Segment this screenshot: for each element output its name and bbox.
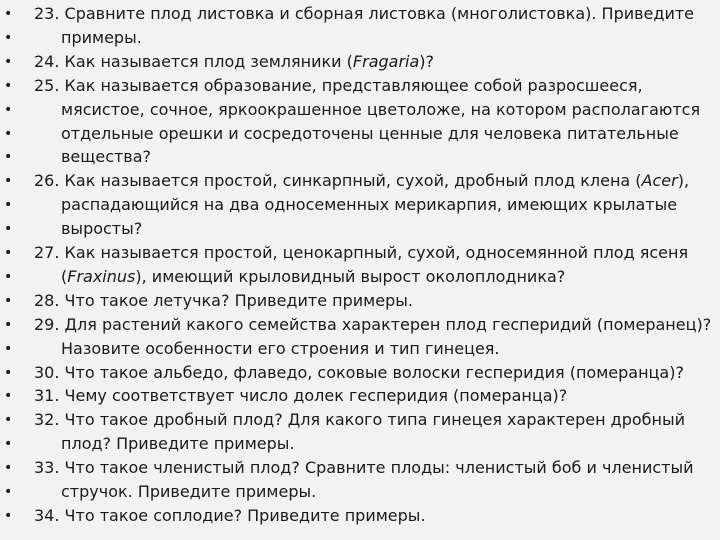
list-item-text (34, 74, 643, 98)
text-run: 33. Что такое членистый плод? Сравните плоды: членистый боб и членистый (34, 458, 694, 478)
bullet-icon: • (4, 101, 13, 118)
list-item-text (61, 122, 679, 146)
list-item-text (34, 169, 689, 193)
list-item-text (34, 361, 684, 385)
text-run: 28. Что такое летучка? Приведите примеры. (34, 290, 413, 310)
list-item-text (34, 241, 688, 265)
list-item-text (34, 408, 685, 432)
list-item-text (61, 26, 142, 50)
text-run: Назовите особенности его строения и тип гинецея. (61, 338, 500, 358)
text-run: 27. Как называется простой, ценокарпный, сухой, односемянной плод ясеня (34, 243, 689, 262)
text-run: 29. Для растений какого семейства характерен плод гесперидий (померанец)? (34, 314, 712, 334)
list-item-text (34, 2, 694, 26)
bullet-icon: • (4, 388, 13, 405)
list-item-text (34, 289, 413, 313)
text-run: 31. Чему соответствует число долек гесперидия (померанца)? (34, 386, 568, 406)
latin-name: Fraxinus (67, 266, 136, 286)
bullet-icon: • (4, 460, 13, 477)
text-run: ), имеющий крыловидный вырост околоплодника? (135, 266, 566, 286)
text-run: ( (61, 266, 68, 286)
bullet-icon: • (4, 316, 13, 333)
bullet-icon: • (4, 197, 13, 214)
text-run: )? (419, 51, 435, 71)
bullet-icon: • (4, 29, 13, 46)
text-run: 26. Как называется простой, синкарпный, сухой, дробный плод клена ( (34, 171, 642, 191)
latin-name: Fragaria (352, 51, 420, 71)
list-item-text (61, 145, 151, 169)
list-item-text (61, 337, 500, 361)
list-item-text (61, 265, 565, 289)
bullet-icon: • (4, 340, 13, 357)
bullet-icon: • (4, 125, 13, 142)
text-run: стручок. Приведите примеры. (61, 482, 317, 501)
bullet-icon: • (4, 268, 13, 285)
bullet-icon: • (4, 484, 13, 500)
bullet-icon: • (4, 507, 13, 524)
list-item-text (34, 50, 434, 74)
list-item-text (61, 217, 142, 241)
list-item-text (61, 193, 677, 217)
bullet-icon: • (4, 292, 13, 309)
text-run: 24. Как называется плод земляники ( (34, 51, 353, 71)
bullet-icon: • (4, 436, 13, 453)
text-run: 32. Что такое дробный плод? Для какого типа гинецея характерен дробный (34, 410, 686, 430)
text-run: распадающийся на два односеменных мерикарпия, имеющих крылатые (61, 195, 678, 215)
list-item-text (34, 504, 426, 528)
text-run: 30. Что такое альбедо, флаведо, соковые волоски гесперидия (померанца)? (34, 362, 684, 382)
latin-name: Acer (641, 171, 678, 191)
bullet-icon: • (4, 412, 13, 429)
text-run: мясистое, сочное, яркоокрашенное цветоложе, на котором располагаются (61, 99, 701, 119)
text-run: отдельные орешки и сосредоточены ценные для человека питательные (61, 123, 679, 143)
text-run: примеры. (61, 27, 142, 47)
text-run: вещества? (61, 147, 152, 167)
bullet-icon: • (4, 173, 13, 190)
text-run: 34. Что такое соплодие? Приведите примеры. (34, 505, 426, 525)
bullet-icon: • (4, 149, 13, 166)
list-item-text (61, 98, 700, 122)
list-item-text (34, 456, 694, 480)
list-item-text (61, 480, 316, 504)
text-run: выросты? (61, 219, 143, 239)
text-run: 23. Сравните плод листовка и сборная листовка (многолистовка). Приведите (34, 4, 695, 23)
bullet-icon: • (4, 77, 13, 94)
list-item-text (34, 313, 711, 337)
bullet-icon: • (4, 364, 13, 381)
text-run: ), (677, 171, 690, 191)
bullet-icon: • (4, 245, 13, 261)
list-item-text (34, 384, 567, 408)
bullet-icon: • (4, 53, 13, 70)
list-item-text (61, 432, 295, 456)
text-run: плод? Приведите примеры. (61, 434, 295, 454)
bullet-icon: • (4, 6, 13, 22)
bullet-icon: • (4, 221, 13, 238)
text-run: 25. Как называется образование, представляющее собой разросшееся, (34, 75, 643, 95)
